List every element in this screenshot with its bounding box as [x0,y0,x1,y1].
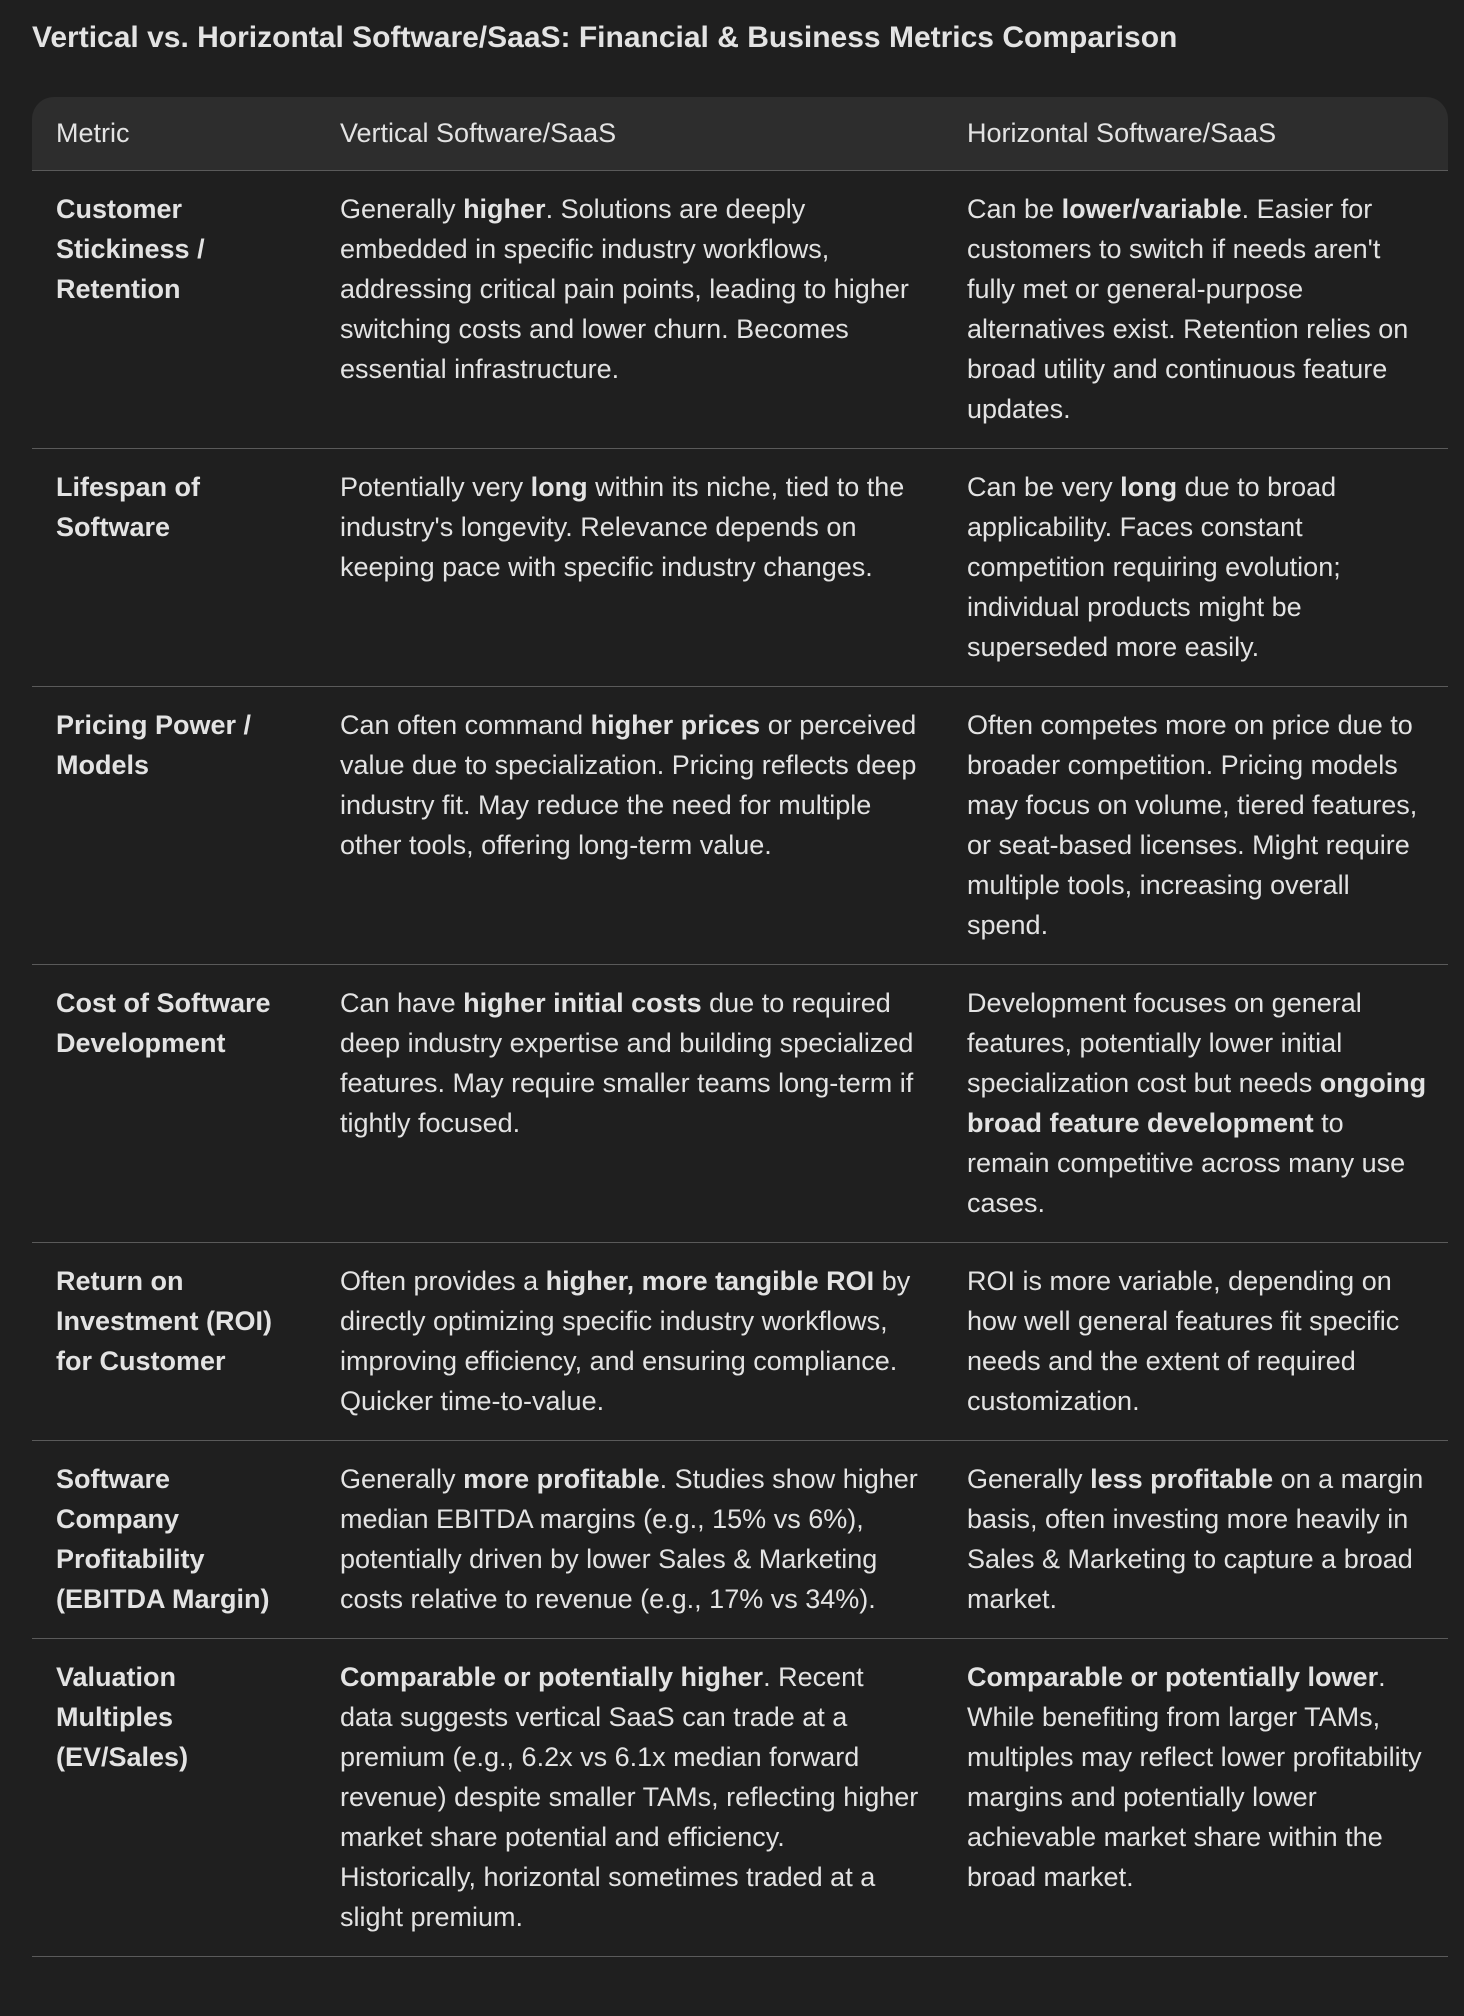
emphasis-text: higher initial costs [463,988,702,1018]
column-header-horizontal: Horizontal Software/SaaS [943,97,1448,171]
emphasis-text: more profitable [463,1464,660,1494]
emphasis-text: higher, more tangible ROI [545,1266,875,1296]
cell-text: Generally [340,1464,464,1494]
cell-text: due to required deep industry expertise and building specialized features. May require smaller teams long-term if tightly focused. [340,988,914,1138]
metric-cell: Lifespan of Software [32,449,316,687]
horizontal-cell [943,1441,1448,1639]
cell-text: Generally [967,1464,1091,1494]
page-title: Vertical vs. Horizontal Software/SaaS: Financial & Business Metrics Comparison [32,21,1178,54]
table-row [32,1441,1448,1639]
emphasis-text: lower/variable [1061,194,1242,224]
vertical-cell [316,449,943,687]
metric-cell: Software Company Profitability (EBITDA Margin) [32,1441,316,1639]
table-row [32,687,1448,965]
table-body [32,171,1448,1957]
cell-text: . While benefiting from larger TAMs, multiples may reflect lower profitability margins and potentially lower achievable market share within the broad market. [967,1662,1422,1892]
emphasis-text: Comparable or potentially lower [967,1662,1379,1692]
cell-text: Can be [967,194,1062,224]
metric-cell: Valuation Multiples (EV/Sales) [32,1639,316,1957]
horizontal-cell [943,171,1448,449]
metric-cell: Customer Stickiness / Retention [32,171,316,449]
cell-text: within its niche, tied to the industry's longevity. Relevance depends on keeping pace with specific industry changes. [340,472,905,582]
vertical-cell [316,1441,943,1639]
vertical-cell [316,965,943,1243]
emphasis-text: higher prices [590,710,761,740]
table-row [32,1243,1448,1441]
cell-text: . Recent data suggests vertical SaaS can trade at a premium (e.g., 6.2x vs 6.1x median forward revenue) despite smaller TAMs, reflecting higher market share potential and efficiency. Historically, horizontal sometimes traded at a slight premium. [340,1662,919,1932]
vertical-cell [316,171,943,449]
horizontal-cell [943,1243,1448,1441]
metric-cell: Pricing Power / Models [32,687,316,965]
table-row [32,965,1448,1243]
horizontal-cell [943,965,1448,1243]
table-header-row [32,97,1448,171]
cell-text: on a margin basis, often investing more heavily in Sales & Marketing to capture a broad market. [967,1464,1424,1614]
cell-text: or perceived value due to specialization. Pricing reflects deep industry fit. May reduce the need for multiple other tools, offering long-term value. [340,710,917,860]
cell-text: Often provides a [340,1266,546,1296]
cell-text: Can often command [340,710,591,740]
metric-cell: Return on Investment (ROI) for Customer [32,1243,316,1441]
comparison-table [32,97,1448,1957]
column-header-vertical: Vertical Software/SaaS [316,97,943,171]
emphasis-text: Comparable or potentially higher [340,1662,764,1692]
cell-text: Potentially very [340,472,531,502]
horizontal-cell [943,449,1448,687]
column-header-metric: Metric [32,97,316,171]
vertical-cell [316,1639,943,1957]
cell-text: due to broad applicability. Faces constant competition requiring evolution; individual products might be superseded more easily. [967,472,1341,662]
horizontal-cell [943,687,1448,965]
cell-text: to remain competitive across many use cases. [967,1108,1406,1218]
emphasis-text: long [1120,472,1178,502]
cell-text: . Studies show higher median EBITDA margins (e.g., 15% vs 6%), potentially driven by lower Sales & Marketing costs relative to revenue (e.g., 17% vs 34%). [340,1464,918,1614]
horizontal-cell [943,1639,1448,1957]
emphasis-text: less profitable [1090,1464,1274,1494]
metric-cell: Cost of Software Development [32,965,316,1243]
cell-text: . Solutions are deeply embedded in specific industry workflows, addressing critical pain points, leading to higher switching costs and lower churn. Becomes essential infrastructure. [340,194,909,384]
vertical-cell [316,687,943,965]
cell-text: Can be very [967,472,1121,502]
cell-text: Generally [340,194,464,224]
cell-text: by directly optimizing specific industry workflows, improving efficiency, and ensuring compliance. Quicker time-to-value. [340,1266,911,1416]
emphasis-text: ongoing broad feature development [967,1068,1427,1138]
vertical-cell [316,1243,943,1441]
table-row [32,449,1448,687]
emphasis-text: long [530,472,588,502]
comparison-table-container [32,97,1448,1957]
cell-text: Often competes more on price due to broader competition. Pricing models may focus on volume, tiered features, or seat-based licenses. Might require multiple tools, increasing overall spend. [967,710,1418,940]
table-row [32,1639,1448,1957]
cell-text: Can have [340,988,464,1018]
emphasis-text: higher [463,194,546,224]
cell-text: Development focuses on general features, potentially lower initial specialization cost but needs [967,988,1362,1098]
cell-text: . Easier for customers to switch if needs aren't fully met or general-purpose alternatives exist. Retention relies on broad utility and continuous feature updates. [967,194,1409,424]
table-row [32,171,1448,449]
cell-text: ROI is more variable, depending on how well general features fit specific needs and the extent of required customization. [967,1266,1400,1416]
